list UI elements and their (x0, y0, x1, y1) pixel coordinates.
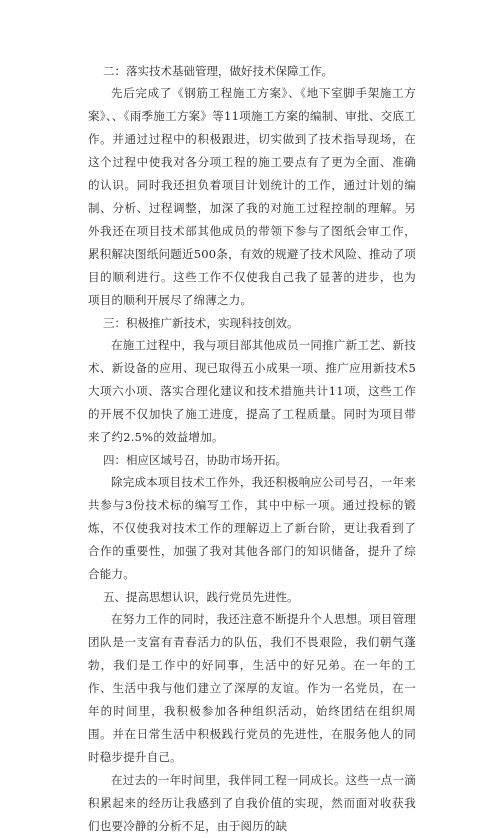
paragraph-new-technology: 在施工过程中，我与项目部其他成员一同推广新工艺、新技术、新设备的应用、现已取得五小成果一项、推广应用新技术5大项六小项、落实合理化建议和技术措施共计11项，这些工作的开展不仅加快了施工进度，提高了工程质量。同时为项目带来了约2.5%的效益增加。 (88, 338, 416, 444)
section-heading-market-development: 四：相应区域号召，协助市场开拓。 (103, 453, 287, 467)
paragraph-technical-plans: 先后完成了《钢筋工程施工方案》、《地下室脚手架施工方案》、、《雨季施工方案》等11项施工方案的编制、审批、交底工作。并通过过程中的积极跟进，切实做到了技术指导现场，在这个过程中使我对各分项工程的施工要点有了更为全面、准确的认识。同时我还担负着项目计划统计的工作，通过计划的编制、分析、过程调整，加深了我的对施工过程控制的理解。另外我还在项目技术部其他成员的带领下参与了图纸会审工作，累积解决图纸问题近500条，有效的规避了技术风险、推动了项目的顺利进行。这些工作不仅使我自己我了显著的进步，也为项目的顺利开展尽了绵薄之力。 (88, 86, 416, 307)
section-heading-technical-management: 二：落实技术基础管理，做好技术保障工作。 (103, 64, 333, 78)
paragraph-market-development: 除完成本项目技术工作外，我还积极响应公司号召，一年来共参与3份技术标的编写工作，其中中标一项。通过投标的锻炼，不仅使我对技术工作的理解迈上了新台阶，更让我看到了合作的重要性，加强了我对其他各部门的知识储备，提升了综合能力。 (88, 475, 416, 581)
paragraph-past-year: 在过去的一年时间里，我伴同工程一同成长。这些一点一滴积累起来的经历让我感到了自我价值的实现，然而面对收获我们也要冷静的分析不足，由于阅历的缺 (88, 773, 416, 833)
paragraph-personal-thought: 在努力工作的同时，我还注意不断提升个人思想。项目管理团队是一支富有青春活力的队伍，我们不畏艰险，我们朝气蓬勃，我们是工作中的好同事，生活中的好兄弟。在一年的工作、生活中我与他们建立了深厚的友谊。作为一名党员，在一年的时间里，我积极参加各种组织活动，始终团结在组织周围。并在日常生活中积极践行党员的先进性，在服务他人的同时稳步提升自己。 (88, 612, 416, 764)
document-body (88, 60, 416, 838)
section-heading-new-technology: 三：积极推广新技术，实现科技创效。 (103, 316, 299, 330)
section-heading-party-member: 五、提高思想认识，践行党员先进性。 (103, 590, 299, 604)
